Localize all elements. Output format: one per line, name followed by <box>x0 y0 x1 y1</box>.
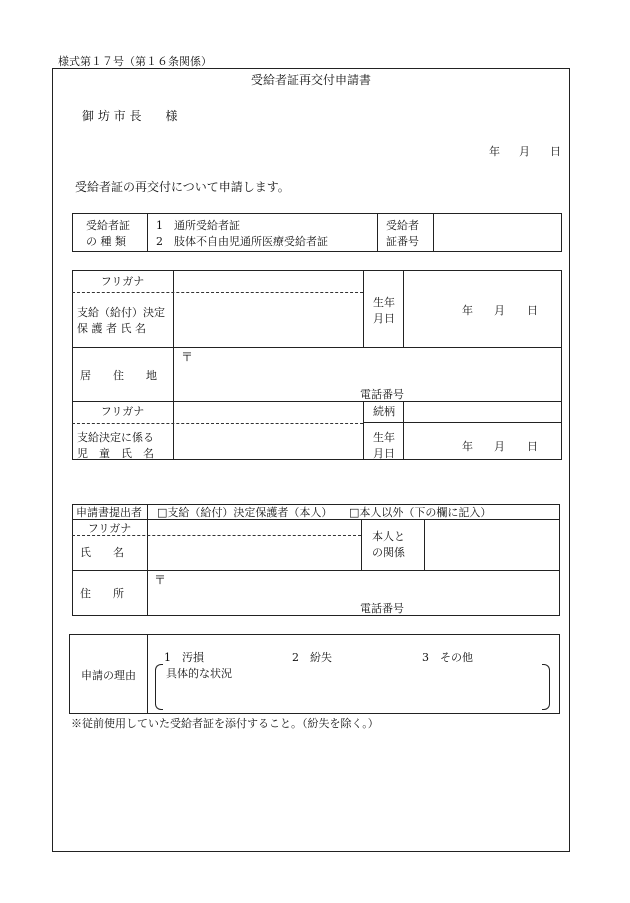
guardian-birth-label: 生年 <box>373 296 395 309</box>
guardian-birth-year: 年 <box>462 304 473 317</box>
child-birth-year: 年 <box>462 440 473 453</box>
date-year-label: 年 <box>489 145 500 158</box>
submitter-phone-label: 電話番号 <box>360 602 404 615</box>
guardian-birth-day: 日 <box>527 304 538 317</box>
residence-address-field[interactable] <box>174 348 561 386</box>
date-month-label: 月 <box>519 145 530 158</box>
guardian-birth-month: 月 <box>494 304 505 317</box>
guardian-name-label: 支給（給付）決定 <box>77 306 165 319</box>
submitter-header-label: 申請書提出者 <box>76 506 142 519</box>
date-day-label: 日 <box>550 145 561 158</box>
reason-label: 申請の理由 <box>81 669 136 682</box>
submitter-furigana-field[interactable] <box>148 520 360 534</box>
submitter-postal-mark: 〒 <box>154 573 167 587</box>
child-relation-label: 続柄 <box>373 405 395 418</box>
guardian-furigana-field[interactable] <box>174 271 362 291</box>
submitter-option-self[interactable]: □支給（給付）決定保護者（本人） <box>157 506 333 519</box>
guardian-birth-label-2: 月日 <box>373 312 395 325</box>
reason-option-3[interactable]: 3 その他 <box>422 651 473 664</box>
certificate-number-label: 受給者 <box>386 219 419 232</box>
guardian-name-field[interactable] <box>174 294 362 346</box>
submitter-option-other[interactable]: □本人以外（下の欄に記入） <box>349 506 492 519</box>
submitter-relation-field[interactable] <box>425 520 559 569</box>
certificate-number-label-2: 証番号 <box>386 235 419 248</box>
certificate-type-label: 受給者証 <box>86 219 130 232</box>
submitter-relation-label-2: の関係 <box>372 546 405 559</box>
residence-label: 居 住 地 <box>80 369 157 382</box>
residence-postal-mark: 〒 <box>181 350 194 364</box>
child-furigana-field[interactable] <box>174 402 362 422</box>
reason-details-label: 具体的な状況 <box>166 667 232 680</box>
submitter-name-label: 氏 名 <box>80 546 124 559</box>
footnote: ※従前使用していた受給者証を添付すること。（紛失を除く。） <box>71 717 379 730</box>
intro-text: 受給者証の再交付について申請します。 <box>75 180 290 194</box>
child-name-field[interactable] <box>174 425 362 459</box>
submitter-address-field[interactable] <box>148 571 559 599</box>
submitter-furigana-label: フリガナ <box>87 522 132 535</box>
reason-bracket-right <box>542 664 550 710</box>
child-name-label: 支給決定に係る <box>77 431 154 444</box>
certificate-option-2: 2 肢体不自由児通所医療受給者証 <box>156 235 328 248</box>
form-number-label: 様式第１７号（第１６条関係） <box>58 55 212 68</box>
residence-phone-label: 電話番号 <box>360 388 404 401</box>
child-furigana-label: フリガナ <box>100 405 145 418</box>
form-title: 受給者証再交付申請書 <box>250 73 371 87</box>
submitter-relation-label: 本人と <box>372 530 405 543</box>
guardian-name-label-2: 保 護 者 氏 名 <box>77 322 146 335</box>
child-name-label-2: 児 童 氏 名 <box>77 447 154 460</box>
addressee: 御 坊 市 長 様 <box>82 109 178 123</box>
reason-option-1[interactable]: 1 汚損 <box>164 651 204 664</box>
reason-bracket-left <box>155 664 163 710</box>
certificate-type-label-2: の 種 類 <box>86 235 126 248</box>
reason-option-2[interactable]: 2 紛失 <box>292 651 332 664</box>
reason-details-field[interactable] <box>164 682 540 708</box>
submitter-name-field[interactable] <box>148 537 360 569</box>
child-birth-month: 月 <box>494 440 505 453</box>
submitter-address-label: 住 所 <box>80 587 124 600</box>
certificate-number-field[interactable] <box>434 214 561 251</box>
child-birth-label-2: 月日 <box>373 447 395 460</box>
guardian-furigana-label: フリガナ <box>100 275 145 288</box>
child-birth-label: 生年 <box>373 431 395 444</box>
child-relation-field[interactable] <box>404 402 561 421</box>
certificate-option-1: 1 通所受給者証 <box>156 219 240 232</box>
child-birth-day: 日 <box>527 440 538 453</box>
